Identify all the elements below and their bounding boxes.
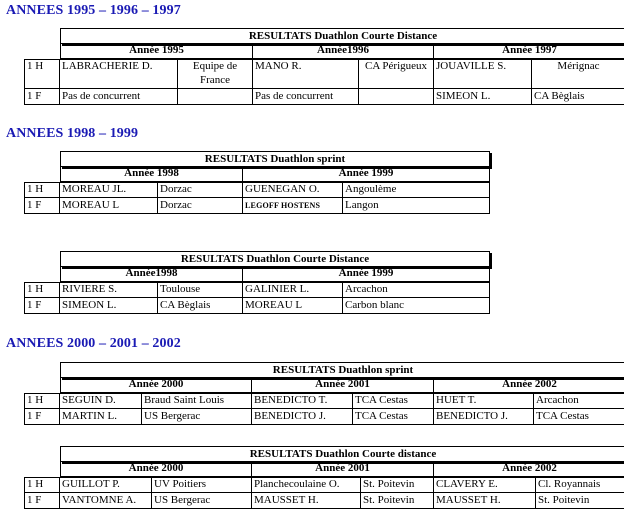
row-label: 1 F	[24, 409, 60, 425]
table-title: RESULTATS Duathlon sprint	[60, 151, 490, 167]
row-label: 1 F	[24, 89, 60, 105]
winner-name: MOREAU L	[243, 298, 343, 314]
winner-name: GALINIER L.	[243, 282, 343, 298]
winner-club: St. Poitevin	[361, 493, 434, 509]
winner-name: MANO R.	[253, 59, 359, 89]
year-header-2001: Année 2001	[252, 377, 434, 393]
winner-club: Langon	[343, 198, 490, 214]
winner-name-text: LEGOFF HOSTENS	[245, 201, 321, 210]
winner-name: Planchecoulaine O.	[252, 477, 361, 493]
winner-name: HUET T.	[434, 393, 534, 409]
table-title: RESULTATS Duathlon Courte Distance	[60, 251, 490, 267]
winner-club: Cl. Royannais	[536, 477, 624, 493]
year-header-2000: Année 2000	[60, 377, 252, 393]
year-header-1999: Année 1999	[243, 166, 490, 182]
year-header-1998: Année1998	[60, 266, 243, 282]
winner-club	[359, 59, 434, 89]
winner-club-text: Equipe de France	[192, 60, 238, 86]
winner-club: Arcachon	[343, 282, 490, 298]
winner-name: CLAVERY E.	[434, 477, 536, 493]
winner-club: CA Bèglais	[532, 89, 624, 105]
winner-name: MAUSSET H.	[252, 493, 361, 509]
section-heading-2000-2002: ANNEES 2000 – 2001 – 2002	[6, 336, 181, 351]
year-header-1995: Année 1995	[60, 43, 253, 59]
winner-name: SIMEON L.	[434, 89, 532, 105]
row-label: 1 H	[24, 59, 60, 89]
row-label: 1 F	[24, 493, 60, 509]
winner-club: Braud Saint Louis	[142, 393, 252, 409]
winner-name: SIMEON L.	[60, 298, 158, 314]
winner-name: BENEDICTO J.	[434, 409, 534, 425]
row-label: 1 H	[24, 393, 60, 409]
winner-name: MARTIN L.	[60, 409, 142, 425]
winner-name: Pas de concurrent	[60, 89, 178, 105]
year-header-1999: Année 1999	[243, 266, 490, 282]
section-heading-1998-1999: ANNEES 1998 – 1999	[6, 126, 139, 141]
winner-club-text: CA Périgueux	[364, 60, 428, 72]
winner-name: BENEDICTO J.	[252, 409, 353, 425]
winner-club: St. Poitevin	[536, 493, 624, 509]
winner-club: Angoulème	[343, 182, 490, 198]
winner-club: TCA Cestas	[534, 409, 624, 425]
winner-club: Mérignac	[532, 59, 624, 89]
year-header-2002: Année 2002	[434, 461, 624, 477]
winner-club: CA Bèglais	[158, 298, 243, 314]
winner-club: TCA Cestas	[353, 409, 434, 425]
winner-club: Toulouse	[158, 282, 243, 298]
row-label: 1 H	[24, 477, 60, 493]
winner-club	[178, 89, 253, 105]
winner-club: US Bergerac	[152, 493, 252, 509]
row-label: 1 H	[24, 182, 60, 198]
winner-name: MOREAU L	[60, 198, 158, 214]
year-header-1998: Année 1998	[60, 166, 243, 182]
table-title: RESULTATS Duathlon sprint	[60, 362, 624, 378]
section-heading-1995-1997: ANNEES 1995 – 1996 – 1997	[6, 3, 181, 18]
winner-name: RIVIERE S.	[60, 282, 158, 298]
winner-name: GUENEGAN O.	[243, 182, 343, 198]
winner-club: Dorzac	[158, 198, 243, 214]
winner-club: Dorzac	[158, 182, 243, 198]
row-label: 1 F	[24, 198, 60, 214]
winner-club: Arcachon	[534, 393, 624, 409]
row-label: 1 H	[24, 282, 60, 298]
winner-name: LABRACHERIE D.	[60, 59, 178, 89]
winner-name	[243, 198, 343, 214]
table-title: RESULTATS Duathlon Courte distance	[60, 446, 624, 462]
winner-club: St. Poitevin	[361, 477, 434, 493]
winner-name: BENEDICTO T.	[252, 393, 353, 409]
winner-name: Pas de concurrent	[253, 89, 359, 105]
year-header-1996: Année1996	[253, 43, 434, 59]
winner-name: VANTOMNE A.	[60, 493, 152, 509]
winner-club: TCA Cestas	[353, 393, 434, 409]
winner-club	[178, 59, 253, 89]
winner-name: GUILLOT P.	[60, 477, 152, 493]
winner-name: SEGUIN D.	[60, 393, 142, 409]
winner-club: US Bergerac	[142, 409, 252, 425]
year-header-2002: Année 2002	[434, 377, 624, 393]
winner-name: JOUAVILLE S.	[434, 59, 532, 89]
year-header-2000: Année 2000	[60, 461, 252, 477]
winner-name: MOREAU JL.	[60, 182, 158, 198]
winner-name: MAUSSET H.	[434, 493, 536, 509]
winner-club: Carbon blanc	[343, 298, 490, 314]
year-header-2001: Année 2001	[252, 461, 434, 477]
winner-club: UV Poitiers	[152, 477, 252, 493]
row-label: 1 F	[24, 298, 60, 314]
year-header-1997: Année 1997	[434, 43, 624, 59]
winner-club	[359, 89, 434, 105]
table-title: RESULTATS Duathlon Courte Distance	[60, 28, 624, 44]
